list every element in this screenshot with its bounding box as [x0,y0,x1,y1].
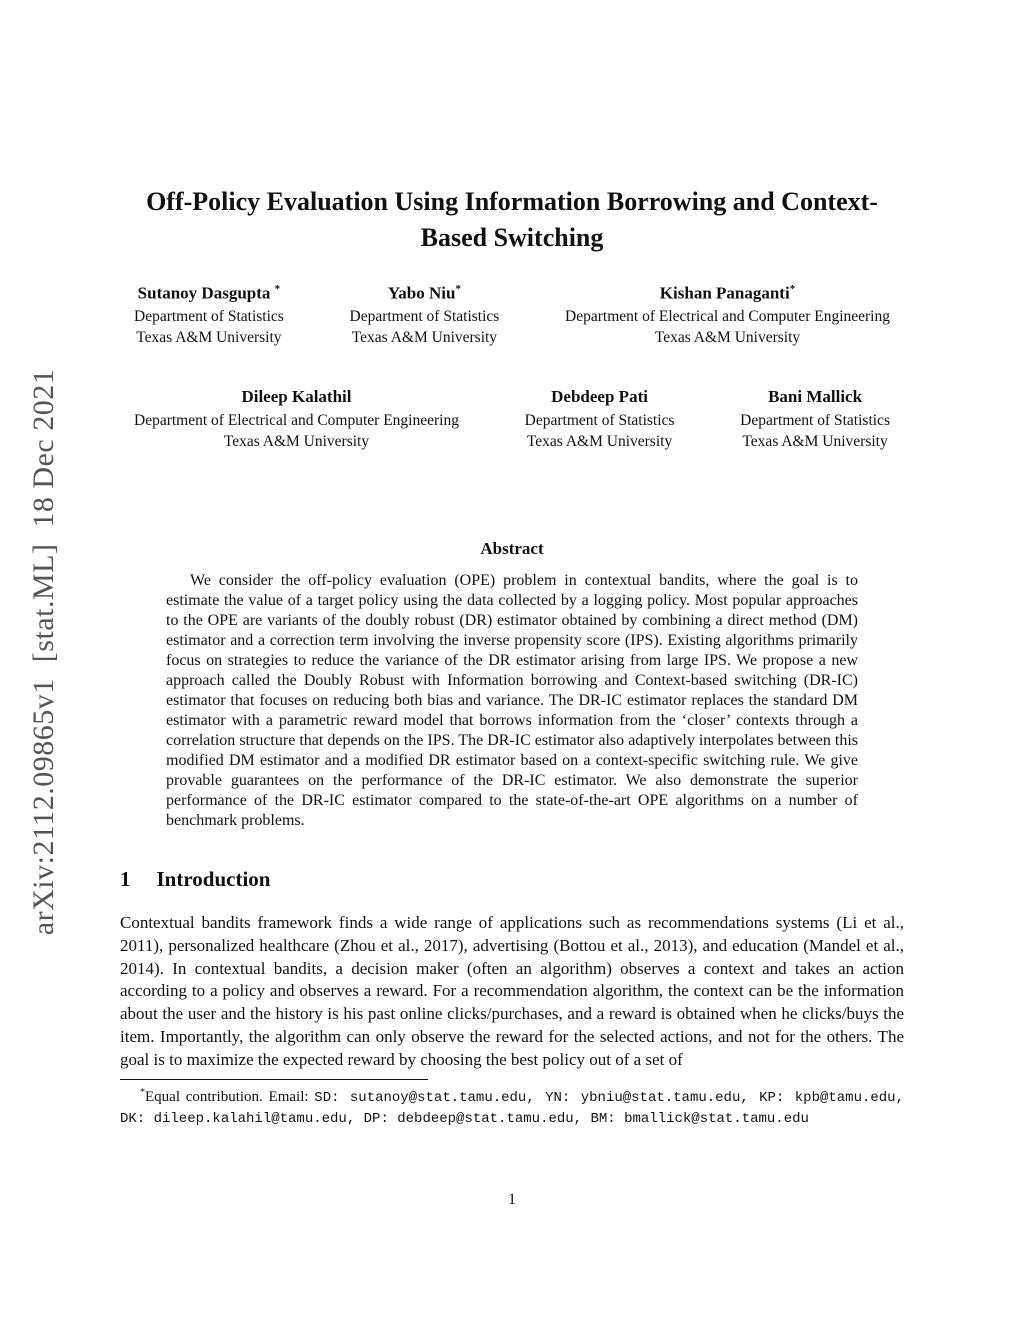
abstract-text: We consider the off-policy evaluation (OPE) problem in contextual bandits, where the goal is to estimate the value of a target policy using the data collected by a logging policy. Most popular approaches to the OPE are variants of the doubly robust (DR) estimator obtained by combining a direct method (DM) estimator and a correction term involving the inverse propensity score (IPS). Existing algorithms primarily focus on strategies to reduce the variance of the DR estimator arising from large IPS. We propose a new approach called the Doubly Robust with Information borrowing and Context-based switching (DR-IC) estimator that focuses on reducing both bias and variance. The DR-IC estimator replaces the standard DM estimator with a parametric reward model that borrows information from the ‘closer’ contexts through a correlation structure that depends on the IPS. The DR-IC estimator also adaptively interpolates between this modified DM estimator and a modified DR estimator based on a context-specific switching rule. We give provable guarantees on the performance of the DR-IC estimator. We also demonstrate the superior performance of the DR-IC estimator compared to the state-of-the-art OPE algorithms on a number of benchmark problems. [166,572,858,830]
abstract-heading: Abstract [480,539,544,559]
footnote-rule [120,1079,428,1080]
author-marker: * [789,282,796,295]
authors-row-1 [120,283,904,350]
footnote-prefix: Equal contribution. Email: [145,1089,315,1106]
author-university: Texas A&M University [742,433,888,451]
author-block [350,283,500,350]
footnote-marker: * [140,1087,145,1099]
author-block [134,283,284,350]
footnote-text [120,1086,904,1129]
author-name: Bani Mallick [768,387,863,407]
author-university: Texas A&M University [223,433,370,451]
author-block [565,283,890,350]
author-name [350,283,500,304]
author-block [525,387,675,453]
section-number: 1 [120,867,131,892]
author-department: Department of Electrical and Computer Engineering [565,308,890,326]
authors-row-2 [120,387,904,453]
footnote-section [120,1079,904,1129]
author-name-text: Sutanoy Dasgupta [137,283,275,303]
author-block [134,387,459,453]
author-university: Texas A&M University [351,329,498,347]
author-marker: * [455,282,461,295]
author-department: Department of Statistics [134,308,284,326]
section-heading-introduction [120,867,904,892]
author-name-text: Kishan Panaganti [659,283,790,303]
author-department: Department of Electrical and Computer Engineering [134,412,459,430]
author-name [565,283,890,304]
paper-title: Off-Policy Evaluation Using Information Borrowing and Context-Based Switching [146,187,878,253]
paper-content [120,0,904,1129]
introduction-paragraph: Contextual bandits framework finds a wide range of applications such as recommendations systems (Li et al., 2011), personalized healthcare (Zhou et al., 2017), advertising (Bottou et al., 2013), and education (Mandel et al., 2014). In contextual bandits, a decision maker (often an algorithm) observes a context and takes an action according to a policy and observes a reward. For a recommendation algorithm, the context can be the information about the user and the history is his past online clicks/purchases, and a reward is obtained when he clicks/buys the item. Importantly, the algorithm can only observe the reward for the selected actions, and not for the others. The goal is to maximize the expected reward by choosing the best policy out of a set of [120,913,904,1069]
author-university: Texas A&M University [136,329,282,347]
abstract-section [120,539,904,831]
section-title: Introduction [156,867,271,892]
author-university: Texas A&M University [526,433,673,451]
author-name-text: Yabo Niu [387,283,456,303]
author-department: Department of Statistics [349,308,500,326]
page-number: 1 [508,1191,516,1208]
author-name: Dileep Kalathil [241,387,352,407]
author-department: Department of Statistics [524,412,675,430]
author-university: Texas A&M University [654,329,801,347]
author-department: Department of Statistics [740,412,890,430]
author-name [134,283,284,304]
arxiv-watermark: arXiv:2112.09865v1 [stat.ML] 18 Dec 2021 [27,368,60,936]
author-name: Debdeep Pati [551,387,648,407]
author-block [740,387,890,453]
author-marker: * [274,282,281,295]
footnote-emails: SD: sutanoy@stat.tamu.edu, YN: ybniu@stat.tamu.edu, KP: kpb@tamu.edu, DK: dileep.kalahil@tamu.edu, DP: debdeep@stat.tamu.edu, BM: bmallick@stat.tamu.edu [120,1090,904,1128]
